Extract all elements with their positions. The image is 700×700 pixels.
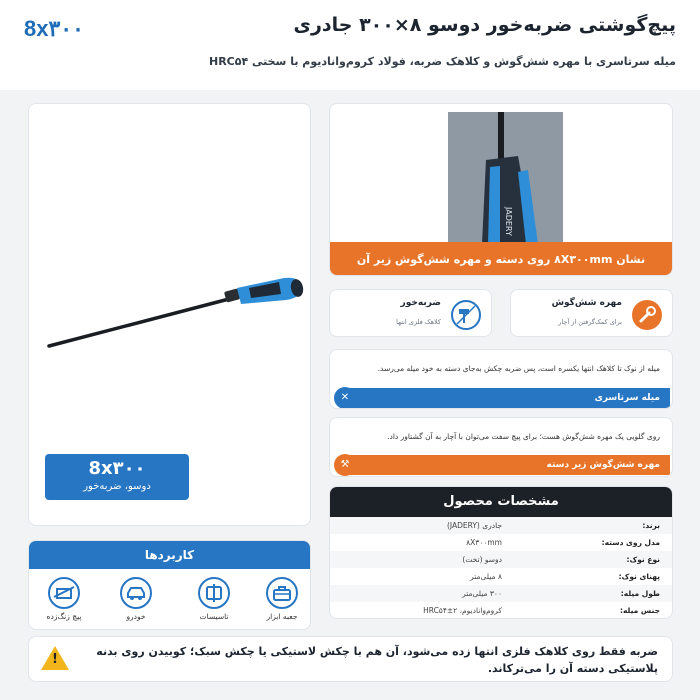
hammer-icon [451, 300, 481, 330]
size-badge [45, 454, 189, 500]
description-hex-nut: روی گلویی یک مهره شش‌گوش هست؛ برای پیچ سفت می‌توان با آچار به آن گشتاور داد. مهره شش‌گوش زیر دسته ⚒ [329, 417, 673, 477]
use-item-car: خودرو [111, 577, 161, 621]
product-photo-card [329, 103, 673, 276]
car-icon [120, 577, 152, 609]
page-title: پیچ‌گوشتی ضربه‌خور دوسو ۸×۳۰۰ جادری [293, 14, 676, 36]
specs-card [329, 486, 673, 619]
uses-card [28, 540, 311, 630]
description-shaft: میله از نوک تا کلاهک انتها یکسره است، پس ضربه چکش به‌جای دسته به خود میله می‌رسد. میله سرتاسری ✕ [329, 349, 673, 409]
utility-box-icon [198, 577, 230, 609]
spec-row: پهنای نوک: ۸ میلی‌متر [470, 572, 660, 581]
spec-row: جنس میله: کروم‌وانادیوم، HRC۵۴±۲ [423, 606, 660, 615]
product-image-card [28, 103, 311, 526]
handle-photo [448, 112, 563, 244]
rusty-screw-icon [48, 577, 80, 609]
specs-title: مشخصات محصول [330, 487, 672, 517]
warning-icon: ! [41, 646, 69, 670]
use-item-rusty-screw: پیچ زنگ‌زده [39, 577, 89, 621]
use-item-utility: تاسیسات [189, 577, 239, 621]
size-badge-value: 8x۳۰۰ [88, 458, 146, 479]
toolbox-icon [266, 577, 298, 609]
warning-banner [28, 636, 673, 682]
uses-title: کاربردها [29, 541, 310, 569]
wrench-icon: ⚒ [334, 454, 356, 476]
screwdriver-image [39, 274, 309, 354]
feature-hex-nut: مهره شش‌گوش برای کمک‌گرفتن از آچار [510, 289, 673, 337]
spec-row: طول میله: ۳۰۰ میلی‌متر [330, 585, 672, 602]
size-code: 8x۳۰۰ [24, 16, 84, 41]
spec-row: نوع نوک: دوسو (تخت) [330, 551, 672, 568]
photo-caption-banner: نشان ۸X۳۰۰mm روی دسته و مهره شش‌گوش زیر آن [330, 242, 672, 276]
warning-text: ضربه فقط روی کلاهک فلزی انتها زده می‌شود، آن هم با چکش لاستیکی یا چکش سبک؛ کوبیدن روی بدنه پلاستیکی دسته آن را می‌ترکاند. [96, 645, 658, 675]
spec-row: برند: جادری (JADERY) [330, 517, 672, 534]
wrench-icon [632, 300, 662, 330]
shaft-icon: ✕ [334, 387, 356, 409]
page-header [0, 0, 700, 90]
spec-row: مدل روی دسته: ۸X۳۰۰mm [466, 538, 660, 547]
use-item-toolbox: جعبه ابزار [257, 577, 307, 621]
page-subtitle: میله سرتاسری با مهره شش‌گوش و کلاهک ضربه، فولاد کروم‌وانادیوم با سختی HRC۵۴ [208, 55, 676, 68]
feature-impact: ضربه‌خور کلاهک فلزی انتها [329, 289, 492, 337]
handle-brand-text: JADERY [504, 207, 513, 236]
size-badge-caption: دوسو، ضربه‌خور [83, 481, 151, 492]
